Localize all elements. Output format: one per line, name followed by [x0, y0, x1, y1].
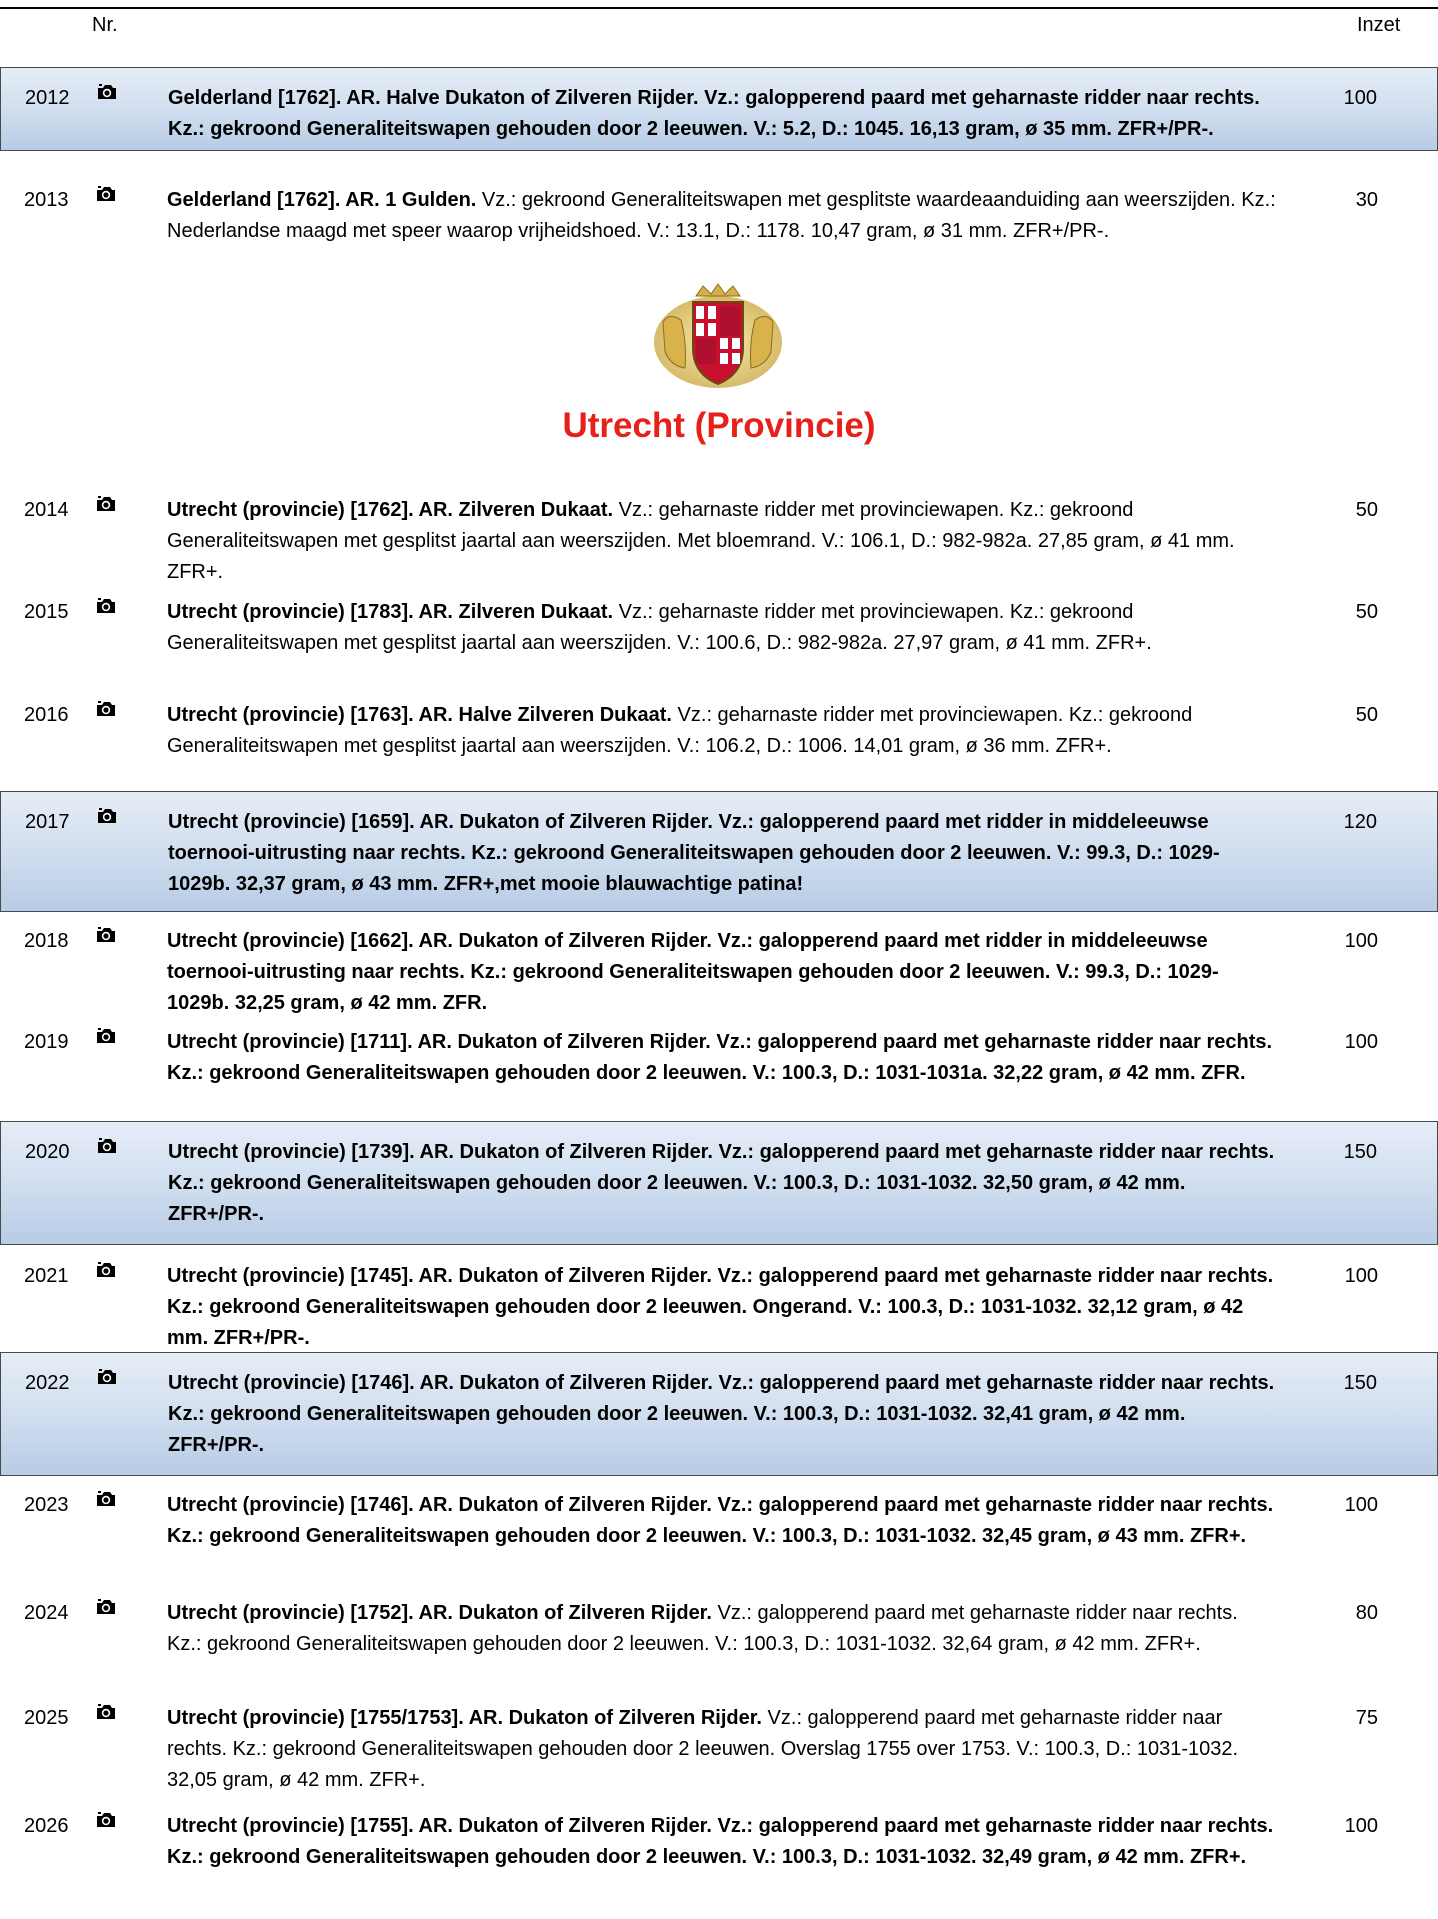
lot-number: 2022: [25, 1372, 70, 1394]
lot-details: Vz.: gekroond Generaliteitswapen met gesplitste waardeaanduiding aan weerszijden. Kz.: Nederlandse maagd met speer waarop vrijheidshoed. V.: 13.1, D.: 1178. 10,47 gram, ø 31 mm. ZFR+/PR-.: [167, 189, 1276, 242]
lot-description: [167, 926, 1277, 1019]
lot-number: 2019: [24, 1031, 69, 1053]
camera-icon[interactable]: [94, 1700, 118, 1724]
lot-row: [0, 911, 1438, 1016]
lot-number: 2026: [24, 1815, 69, 1837]
lot-details: Vz.: galopperend paard met geharnaste ridder naar rechts. Kz.: gekroond Generaliteitswapen gehouden door 2 leeuwen. V.: 100.3, D.: 1031-1032. 32,64 gram, ø 42 mm. ZFR+.: [167, 1602, 1238, 1655]
lot-description: [167, 1598, 1277, 1660]
lot-row: [0, 1796, 1438, 1919]
lot-start-bid: 120: [1343, 811, 1377, 833]
lot-description: [167, 1811, 1277, 1873]
lot-start-bid: 30: [1355, 189, 1378, 211]
lot-start-bid: 150: [1343, 1372, 1377, 1394]
lot-number: 2025: [24, 1707, 69, 1729]
lot-row: [0, 1012, 1438, 1121]
lot-row: [0, 1688, 1438, 1798]
lot-start-bid: 150: [1343, 1141, 1377, 1163]
camera-icon[interactable]: [94, 923, 118, 947]
lot-number: 2016: [24, 704, 69, 726]
lot-description: [167, 1027, 1277, 1089]
lot-start-bid: 100: [1344, 1265, 1378, 1287]
lot-number: 2017: [25, 811, 70, 833]
lot-title: Utrecht (provincie) [1752]. AR. Dukaton of Zilveren Rijder.: [167, 1602, 712, 1624]
lot-start-bid: 75: [1355, 1707, 1378, 1729]
lot-row: [0, 480, 1438, 590]
lot-start-bid: 50: [1355, 601, 1378, 623]
lot-start-bid: 50: [1355, 499, 1378, 521]
lot-details: Utrecht (provincie) [1745]. AR. Dukaton of Zilveren Rijder. Vz.: galopperend paard met geharnaste ridder naar rechts. Kz.: gekroond Generaliteitswapen gehouden door 2 leeuwen. Ongerand. V.: 100.3, D.: 1031-1032. 32,12 gram, ø 42 mm. ZFR+/PR-.: [167, 1265, 1274, 1349]
camera-icon[interactable]: [94, 1258, 118, 1282]
lot-details: Vz.: geharnaste ridder met provinciewapen. Kz.: gekroond Generaliteitswapen met gesplitst jaartal aan weerszijden. Met bloemrand. V.: 106.1, D.: 982-982a. 27,85 gram, ø 41 mm. ZFR+.: [167, 499, 1235, 583]
coat-of-arms-icon: [651, 282, 785, 392]
lot-number: 2023: [24, 1494, 69, 1516]
camera-icon[interactable]: [94, 182, 118, 206]
lot-title: Utrecht (provincie) [1763]. AR. Halve Zilveren Dukaat.: [167, 704, 672, 726]
camera-icon[interactable]: [94, 594, 118, 618]
lot-start-bid: 100: [1344, 930, 1378, 952]
lot-details: Gelderland [1762]. AR. Halve Dukaton of Zilveren Rijder. Vz.: galopperend paard met geharnaste ridder naar rechts. Kz.: gekroond Generaliteitswapen gehouden door 2 leeuwen. V.: 5.2, D.: 1045. 16,13 gram, ø 35 mm. ZFR+/PR-.: [168, 87, 1260, 140]
camera-icon[interactable]: [94, 1595, 118, 1619]
lot-title: Utrecht (provincie) [1762]. AR. Zilveren Dukaat.: [167, 499, 614, 521]
top-rule: [0, 7, 1438, 9]
lot-row: [0, 1475, 1438, 1582]
camera-icon[interactable]: [94, 697, 118, 721]
lot-description: [167, 1703, 1277, 1796]
column-header-inzet: Inzet: [1357, 14, 1401, 36]
lot-details: Utrecht (provincie) [1711]. AR. Dukaton of Zilveren Rijder. Vz.: galopperend paard met geharnaste ridder naar rechts. Kz.: gekroond Generaliteitswapen gehouden door 2 leeuwen. V.: 100.3, D.: 1031-1031a. 32,22 gram, ø 42 mm. ZFR.: [167, 1031, 1273, 1084]
lot-description: [168, 1368, 1278, 1461]
camera-icon[interactable]: [95, 804, 119, 828]
lot-details: Utrecht (provincie) [1659]. AR. Dukaton of Zilveren Rijder. Vz.: galopperend paard met ridder in middeleeuwse toernooi-uitrusting naar rechts. Kz.: gekroond Generaliteitswapen gehouden door 2 leeuwen. V.: 99.3, D.: 1029-1029b. 32,37 gram, ø 43 mm. ZFR+,met mooie blauwachtige patina!: [168, 811, 1220, 895]
lot-start-bid: 100: [1343, 87, 1377, 109]
lot-title: Utrecht (provincie) [1755/1753]. AR. Dukaton of Zilveren Rijder.: [167, 1707, 762, 1729]
section-title: Utrecht (Provincie): [562, 406, 876, 445]
lot-row: [0, 170, 1438, 280]
lot-row: [0, 1121, 1438, 1245]
lot-description: [168, 807, 1278, 900]
lot-number: 2024: [24, 1602, 69, 1624]
lot-description: [167, 495, 1277, 588]
lot-row: [0, 791, 1438, 912]
lot-details: Vz.: geharnaste ridder met provinciewapen. Kz.: gekroond Generaliteitswapen met gesplitst jaartal aan weerszijden. V.: 100.6, D.: 982-982a. 27,97 gram, ø 41 mm. ZFR+.: [167, 601, 1152, 654]
lot-start-bid: 80: [1355, 1602, 1378, 1624]
camera-icon[interactable]: [94, 1024, 118, 1048]
camera-icon[interactable]: [95, 80, 119, 104]
lot-description: [167, 1261, 1277, 1354]
lot-row: [0, 1352, 1438, 1476]
lot-start-bid: 100: [1344, 1494, 1378, 1516]
lot-number: 2012: [25, 87, 70, 109]
camera-icon[interactable]: [95, 1365, 119, 1389]
lot-details: Utrecht (provincie) [1746]. AR. Dukaton of Zilveren Rijder. Vz.: galopperend paard met geharnaste ridder naar rechts. Kz.: gekroond Generaliteitswapen gehouden door 2 leeuwen. V.: 100.3, D.: 1031-1032. 32,41 gram, ø 42 mm. ZFR+/PR-.: [168, 1372, 1275, 1456]
lot-number: 2015: [24, 601, 69, 623]
lot-details: Vz.: geharnaste ridder met provinciewapen. Kz.: gekroond Generaliteitswapen met gesplitst jaartal aan weerszijden. V.: 106.2, D.: 1006. 14,01 gram, ø 36 mm. ZFR+.: [167, 704, 1193, 757]
lot-description: [167, 1490, 1277, 1552]
lot-details: Vz.: galopperend paard met geharnaste ridder naar rechts. Kz.: gekroond Generaliteitswapen gehouden door 2 leeuwen. Overslag 1755 over 1753. V.: 100.3, D.: 1031-1032. 32,05 gram, ø 42 mm. ZFR+.: [167, 1707, 1239, 1791]
lot-start-bid: 50: [1355, 704, 1378, 726]
lot-number: 2018: [24, 930, 69, 952]
lot-number: 2013: [24, 189, 69, 211]
lot-description: [168, 1137, 1278, 1230]
lot-number: 2021: [24, 1265, 69, 1287]
lot-row: [0, 582, 1438, 692]
lot-row: [0, 1246, 1438, 1356]
lot-description: [167, 185, 1277, 247]
camera-icon[interactable]: [95, 1134, 119, 1158]
lot-start-bid: 100: [1344, 1031, 1378, 1053]
lot-description: [167, 597, 1277, 659]
lot-description: [168, 83, 1278, 145]
lot-title: Utrecht (provincie) [1783]. AR. Zilveren Dukaat.: [167, 601, 614, 623]
lot-row: [0, 1583, 1438, 1691]
lot-row: [0, 685, 1438, 795]
camera-icon[interactable]: [94, 1808, 118, 1832]
lot-number: 2020: [25, 1141, 70, 1163]
lot-description: [167, 700, 1277, 762]
lot-number: 2014: [24, 499, 69, 521]
lot-details: Utrecht (provincie) [1746]. AR. Dukaton of Zilveren Rijder. Vz.: galopperend paard met geharnaste ridder naar rechts. Kz.: gekroond Generaliteitswapen gehouden door 2 leeuwen. V.: 100.3, D.: 1031-1032. 32,45 gram, ø 43 mm. ZFR+.: [167, 1494, 1274, 1547]
lot-start-bid: 100: [1344, 1815, 1378, 1837]
camera-icon[interactable]: [94, 492, 118, 516]
camera-icon[interactable]: [94, 1487, 118, 1511]
lot-row: [0, 67, 1438, 151]
lot-details: Utrecht (provincie) [1662]. AR. Dukaton of Zilveren Rijder. Vz.: galopperend paard met ridder in middeleeuwse toernooi-uitrusting naar rechts. Kz.: gekroond Generaliteitswapen gehouden door 2 leeuwen. V.: 99.3, D.: 1029-1029b. 32,25 gram, ø 42 mm. ZFR.: [167, 930, 1219, 1014]
lot-details: Utrecht (provincie) [1739]. AR. Dukaton of Zilveren Rijder. Vz.: galopperend paard met geharnaste ridder naar rechts. Kz.: gekroond Generaliteitswapen gehouden door 2 leeuwen. V.: 100.3, D.: 1031-1032. 32,50 gram, ø 42 mm. ZFR+/PR-.: [168, 1141, 1275, 1225]
lot-details: Utrecht (provincie) [1755]. AR. Dukaton of Zilveren Rijder. Vz.: galopperend paard met geharnaste ridder naar rechts. Kz.: gekroond Generaliteitswapen gehouden door 2 leeuwen. V.: 100.3, D.: 1031-1032. 32,49 gram, ø 42 mm. ZFR+.: [167, 1815, 1274, 1868]
column-header-nr: Nr.: [92, 14, 118, 36]
lot-title: Gelderland [1762]. AR. 1 Gulden.: [167, 189, 477, 211]
